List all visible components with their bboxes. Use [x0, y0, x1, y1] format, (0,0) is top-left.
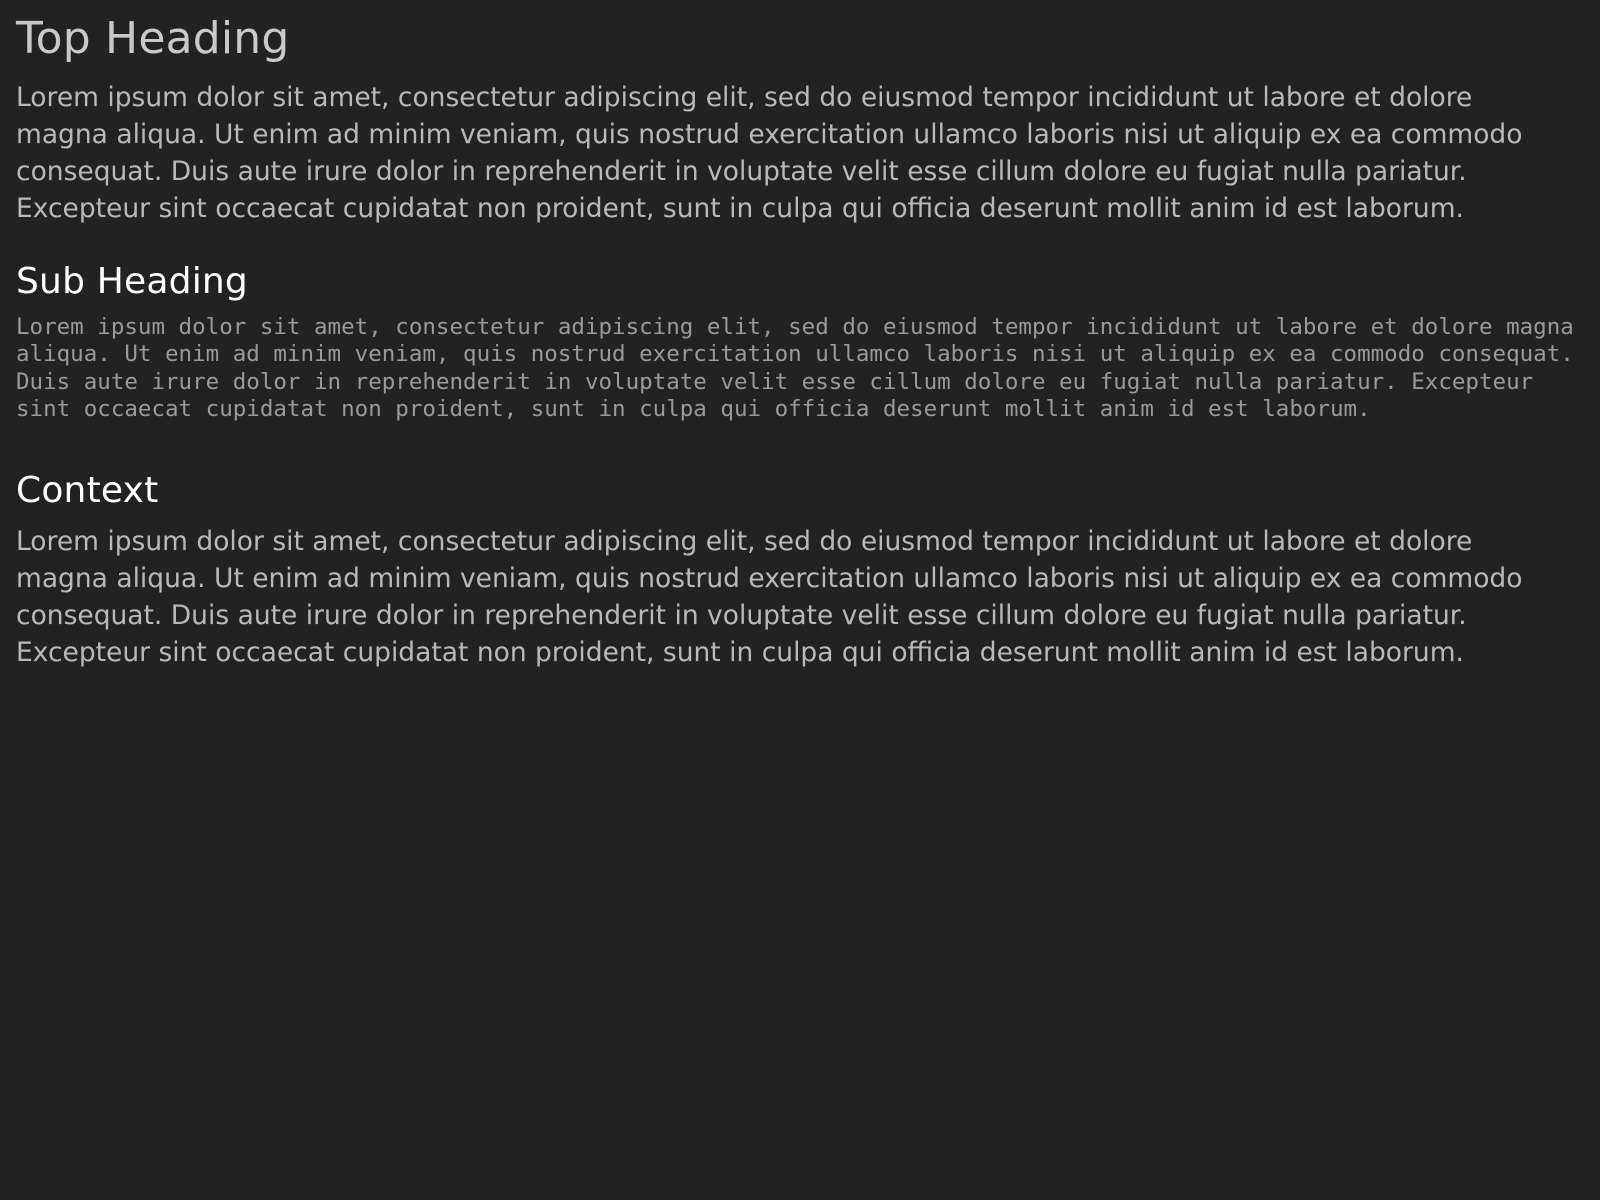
sub-heading-title: Sub Heading [16, 260, 248, 302]
section-top [16, 14, 1584, 227]
context-body-paragraph: Lorem ipsum dolor sit amet, consectetur adipiscing elit, sed do eiusmod tempor incididunt ut labore et dolore magna aliqua. Ut enim ad minim veniam, quis nostrud exercitation ullamco laboris nisi ut aliquip ex ea commodo consequat. Duis aute irure dolor in reprehenderit in voluptate velit esse cillum dolore eu fugiat nulla pariatur. Excepteur sint occaecat cupidatat non proident, sunt in culpa qui officia deserunt mollit anim id est laborum. [16, 526, 1523, 669]
section-sub-heading [16, 261, 1584, 436]
sub-heading-body-paragraph: Lorem ipsum dolor sit amet, consectetur adipiscing elit, sed do eiusmod tempor incididunt ut labore et dolore magna aliqua. Ut enim ad minim veniam, quis nostrud exercitation ullamco laboris nisi ut aliquip ex ea commodo consequat. Duis aute irure dolor in reprehenderit in voluptate velit esse cillum dolore eu fugiat nulla pariatur. Excepteur sint occaecat cupidatat non proident, sunt in culpa qui officia deserunt mollit anim id est laborum. [16, 313, 1574, 423]
context-heading-title: Context [16, 469, 159, 511]
page-title: Top Heading [16, 13, 290, 64]
section-context [16, 470, 1584, 671]
spacer [16, 424, 1584, 436]
top-body-paragraph: Lorem ipsum dolor sit amet, consectetur adipiscing elit, sed do eiusmod tempor incididunt ut labore et dolore magna aliqua. Ut enim ad minim veniam, quis nostrud exercitation ullamco laboris nisi ut aliquip ex ea commodo consequat. Duis aute irure dolor in reprehenderit in voluptate velit esse cillum dolore eu fugiat nulla pariatur. Excepteur sint occaecat cupidatat non proident, sunt in culpa qui officia deserunt mollit anim id est laborum. [16, 81, 1523, 224]
